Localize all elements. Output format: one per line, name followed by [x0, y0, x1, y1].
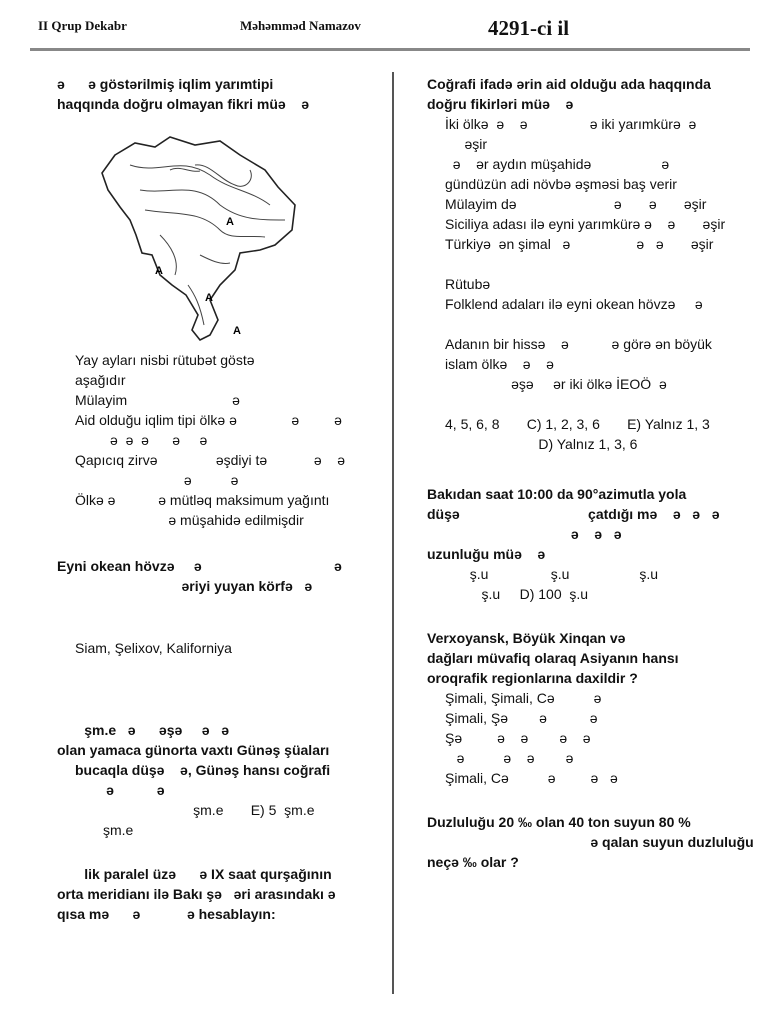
option-text: Şimali, Şimali, Cə ə	[445, 690, 602, 706]
question-text: ə qalan suyun duzluluğu	[427, 834, 754, 850]
question-1	[57, 74, 309, 114]
option-text: 4, 5, 6, 8 C) 1, 2, 3, 6 E) Yalnız 1, 3	[445, 416, 710, 432]
question-7-options	[445, 688, 618, 788]
question-text: Eyni okean hövzə ə ə	[57, 558, 342, 574]
question-5-options	[445, 114, 725, 454]
option-text: Siciliya adası ilə eyni yarımkürə ə ə əşir	[445, 216, 726, 232]
option-text	[445, 314, 725, 334]
question-text: ə ə ə	[427, 526, 622, 542]
option-text: əşir	[445, 136, 488, 152]
option-text: Mülayim də ə ə əşir	[445, 196, 707, 212]
question-text: Duzluluğu 20 ‰ olan 40 ton suyun 80 %	[427, 814, 691, 830]
question-text: şm.e ə əşə ə ə	[57, 722, 229, 738]
option-text: Siam, Şelixov, Kaliforniya	[75, 640, 232, 656]
option-text: ş.u ş.u ş.u	[427, 566, 659, 582]
azerbaijan-climate-map	[100, 135, 300, 345]
question-text: uzunluğu müə ə	[427, 546, 546, 562]
option-text: Mülayim ə	[75, 392, 240, 408]
question-text: qısa mə ə ə hesablayın:	[57, 906, 276, 922]
option-text: şm.e	[103, 822, 134, 838]
question-text: ə ə	[75, 782, 165, 798]
question-8	[427, 812, 754, 872]
question-text: doğru fikirləri müə ə	[427, 96, 574, 112]
option-text: ş.u D) 100 ş.u	[427, 586, 589, 602]
option-text: D) Yalnız 1, 3, 6	[445, 436, 638, 452]
option-text: Rütubə	[445, 276, 491, 292]
option-text: Qapıcıq zirvə əşdiyi tə ə ə	[75, 452, 345, 468]
question-text: olan yamaca günorta vaxtı Günəş şüaları	[57, 742, 330, 758]
header-year: 4291-ci il	[488, 16, 570, 40]
question-7	[427, 628, 679, 688]
option-text	[445, 394, 725, 414]
question-text: orta meridianı ilə Bakı şə əri arasındakı ə	[57, 886, 336, 902]
option-text: Şə ə ə ə ə	[445, 730, 591, 746]
option-text: əşə ər iki ölkə İEOÖ ə	[445, 376, 667, 392]
question-text: düşə çatdığı mə ə ə ə	[427, 506, 720, 522]
option-text: aşağıdır	[75, 372, 126, 388]
option-text: Yay ayları nisbi rütubət göstə	[75, 352, 255, 368]
question-text: Coğrafi ifadə ərin aid olduğu ada haqqında	[427, 76, 711, 92]
question-6	[427, 484, 720, 604]
question-text: haqqında doğru olmayan fikri müə ə	[57, 96, 310, 112]
option-text: Türkiyə ən şimal ə ə ə əşir	[445, 236, 714, 252]
option-text: İki ölkə ə ə ə iki yarımkürə ə	[445, 116, 697, 132]
option-text: şm.e E) 5 şm.e	[57, 802, 315, 818]
question-2	[57, 556, 342, 596]
question-text: oroqrafik regionlarına daxildir ?	[427, 670, 638, 686]
option-text: Adanın bir hissə ə ə görə ən böyük	[445, 336, 712, 352]
option-text: ə ə ə ə	[445, 750, 574, 766]
option-text: gündüzün adi növbə əşməsi baş verir	[445, 176, 677, 192]
question-2-options	[75, 638, 232, 658]
header-divider	[30, 48, 750, 51]
question-4	[57, 864, 336, 924]
map-label: A	[205, 292, 213, 304]
option-text: ə müşahidə edilmişdir	[75, 512, 304, 528]
option-text: Şimali, Cə ə ə ə	[445, 770, 618, 786]
question-text: dağları müvafiq olaraq Asiyanın hansı	[427, 650, 679, 666]
question-1-options	[75, 350, 345, 530]
question-3	[57, 720, 330, 840]
map-label: A	[226, 216, 234, 228]
question-text: Verxoyansk, Böyük Xinqan və	[427, 630, 626, 646]
option-text: Ölkə ə ə mütləq maksimum yağıntı	[75, 492, 330, 508]
question-text: ə ə göstərilmiş iqlim yarımtipi	[57, 76, 274, 92]
question-text: lik paralel üzə ə IX saat qurşağının	[57, 866, 332, 882]
question-text: Bakıdan saat 10:00 da 90°azimutla yola	[427, 486, 687, 502]
option-text: islam ölkə ə ə	[445, 356, 554, 372]
option-text: Şimali, Şə ə ə	[445, 710, 598, 726]
option-text: ə ər aydın müşahidə ə	[445, 156, 670, 172]
question-text: bucaqla düşə ə, Günəş hansı coğrafi	[75, 762, 331, 778]
header-group: II Qrup Dekabr	[38, 18, 127, 33]
question-5	[427, 74, 711, 114]
question-text: neçə ‰ olar ?	[427, 854, 519, 870]
option-text: Aid olduğu iqlim tipi ölkə ə ə ə	[75, 412, 342, 428]
option-text: Folklend adaları ilə eyni okean hövzə ə	[445, 296, 703, 312]
column-divider	[392, 72, 394, 994]
question-text: əriyi yuyan körfə ə	[57, 578, 313, 594]
option-text: ə ə ə ə ə	[75, 432, 208, 448]
header-author: Məhəmməd Namazov	[240, 18, 361, 33]
map-label: A	[155, 265, 163, 277]
option-text: ə ə	[75, 472, 239, 488]
option-text	[445, 254, 725, 274]
map-label: A	[233, 325, 241, 337]
